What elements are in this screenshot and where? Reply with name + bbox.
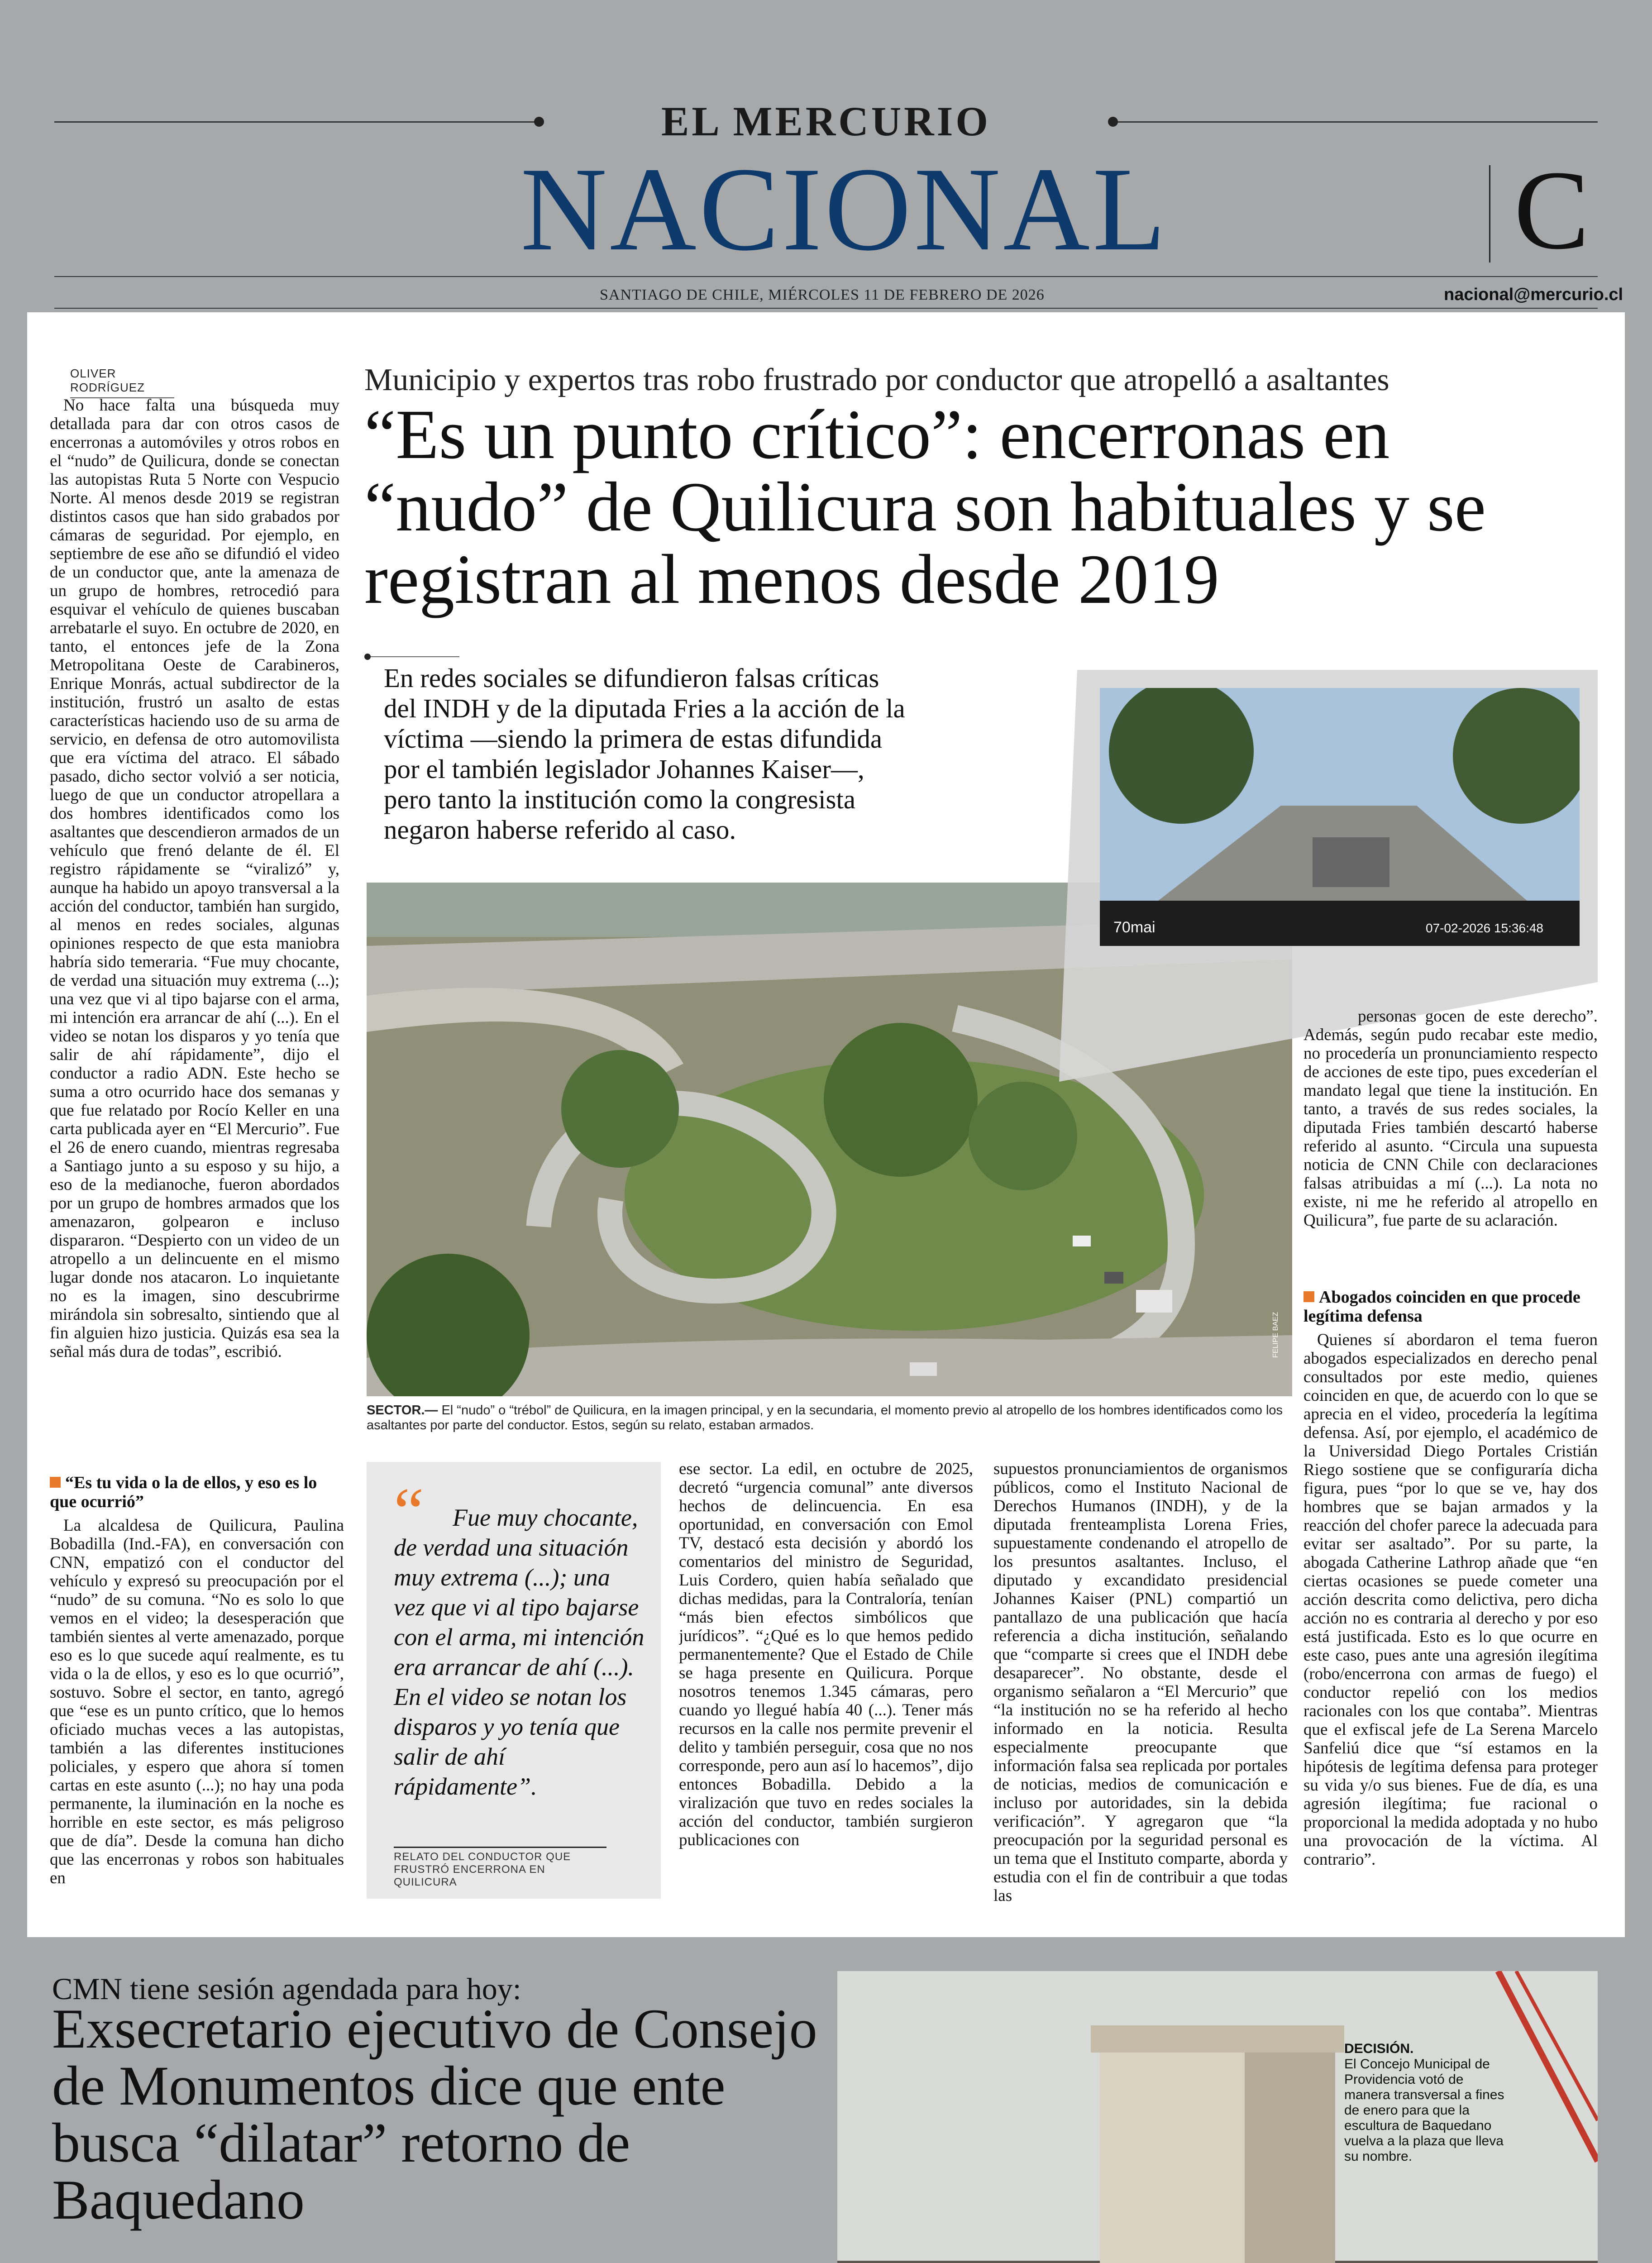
section-title: NACIONAL [520, 143, 1169, 276]
car [1104, 1272, 1123, 1284]
article-1-column-3 [993, 1460, 1288, 1914]
article-1-column-4b [1303, 1331, 1598, 1914]
article-1-column-3-text: supuestos pronunciamientos de organismos públicos, como el Instituto Nacional de Derechos Humanos (INDH), y de la diputada frenteamplista Lorena Fries, supuestamente condenando el atropello de los presuntos asaltantes. Incluso, el diputado y excandidato presidencial Johannes Kaiser (PNL) compartió un pantallazo de una publicación que hacía referencia a dicha institución, señalando que “comparte si crees que el INDH debe desaparecer”. No obstante, desde el organismo señalaron a “El Mercurio” que “la institución no se ha referido al hecho informado en la noticia. Resulta especialmente preocupante que información falsa sea replicada por portales de noticias, medios de comunicación e incluso por autoridades, sin la debida verificación”. Y agregaron que “la preocupación por la seguridad personal es un tema que el Instituto comparte, aborda y estudia con el fin de contribuir a que todas las [993, 1460, 1288, 1905]
article-1-pullquote: Fue muy chocante, de verdad una situación muy extrema (...); una vez que vi al tipo bajarse con el arma, mi intención era arrancar de ahí (...). En el video se notan los disparos y yo tenía que salir de ahí rápidamente”. [394, 1504, 645, 1800]
inset-car-ahead [1313, 837, 1389, 887]
pedestal-top [1091, 2025, 1344, 2053]
article-1-column-4b-text: Quienes sí abordaron el tema fueron abogados especializados en derecho penal consultados por este medio, quienes coinciden en que, de acuerdo con lo que se aprecia en el video, procedería la legítima defensa. Así, por ejemplo, el académico de la Universidad Diego Portales Cristián Riego sostiene que se configuraría dicha figura, pues “por lo que se ve, hay dos hombres que se bajan armados y la reacción del chofer parece la adecuada para evitar ser asaltado”. Por su parte, la abogada Catherine Lathrop añade que “en ciertas ocasiones se puede cometer una acción descrita como delictiva, pero dicha acción no es contraria al derecho y por eso está justificada. Esto es lo que ocurre en este caso, pues ante una agresión ilegítima (robo/encerrona con armas de fuego) el conductor repelió con los medios racionales con los que contaba”. Mientras que el exfiscal jefe de La Serena Marcelo Sanfeliú dice que “sí estamos en la hipótesis de legítima defensa para proteger su vida y/o sus bienes. Fue de día, es una agresión ilegítima; fue racional o proporcional la medida adoptada y no hubo una provocación de la víctima. Al contrario”. [1303, 1331, 1598, 1869]
car [1073, 1236, 1091, 1246]
article-1-subhead-1: “Es tu vida o la de ellos, y eso es lo que ocurrió” [50, 1473, 317, 1511]
headline-rule [369, 656, 459, 657]
subhead-bullet-icon [1303, 1291, 1314, 1302]
tree-cluster [561, 1050, 679, 1168]
pedestal-shadow [1245, 2053, 1335, 2263]
newspaper-name: EL MERCURIO [661, 98, 991, 144]
dateline-rule-top [54, 276, 1598, 277]
dashcam-inset-photo [1100, 688, 1580, 946]
section-email[interactable]: nacional@mercurio.cl [1444, 285, 1623, 304]
section-divider [1489, 165, 1490, 263]
article-1-column-1b-text: La alcaldesa de Quilicura, Paulina Bobadilla (Ind.-FA), en conversación con CNN, empatizó con el conductor del vehículo y expresó su preocupación por el “nudo” de su comuna. “No es solo lo que vemos en el video; la desesperación que también sientes al verte amenazado, porque eso es lo que sucede aquí realmente, es tu vida o la de ellos, y eso es lo que ocurrió”, sostuvo. Sobre el sector, en tanto, agregó que “ese es un punto crítico, que lo hemos oficiado muchas veces a las autopistas, también a las diferentes instituciones policiales, y espero que ahora sí tomen cartas en este asunto (...); no hay una poda permanente, la iluminación en la noche es horrible en este sector, es más peligroso que de día”. Desde la comuna han dicho que las encerronas y robos son habituales en [50, 1516, 344, 1887]
dateline-rule-bottom [54, 308, 1598, 309]
photo-credit: FELIPE BAEZ [1272, 1312, 1280, 1358]
article-1-column-1b [50, 1516, 344, 1919]
article-2-photo-caption [1344, 2041, 1512, 2164]
article-1-kicker: Municipio y expertos tras robo frustrado por conductor que atropelló a asaltantes [364, 363, 1389, 397]
article-1-column-2 [679, 1460, 973, 1914]
article-1-column-4 [1303, 1007, 1598, 1283]
section-letter: C [1514, 148, 1590, 273]
tree-cluster [969, 1082, 1077, 1190]
car [910, 1362, 937, 1376]
quote-mark-icon: “ [394, 1474, 424, 1549]
caption-text: El Concejo Municipal de Providencia votó de manera transversal a fines de enero para que la escultura de Baquedano vuelva a la plaza que lleva su nombre. [1344, 2057, 1504, 2164]
inset-logo: 70mai [1113, 919, 1155, 936]
article-1-photo-caption [367, 1403, 1294, 1433]
article-1-byline: OLIVER RODRÍGUEZ [70, 367, 174, 398]
article-1-pullquote-attribution: RELATO DEL CONDUCTOR QUE FRUSTRÓ ENCERRONA EN QUILICURA [394, 1847, 606, 1889]
caption-text: El “nudo” o “trébol” de Quilicura, en la imagen principal, y en la secundaria, el momento previo al atropello de los hombres identificados como los asaltantes por parte del conductor. Estos, según su relato, estaban armados. [367, 1403, 1283, 1432]
caption-label: DECISIÓN. [1344, 2041, 1414, 2056]
article-2-kicker: CMN tiene sesión agendada para hoy: [52, 1972, 521, 2006]
caption-label: SECTOR.— [367, 1403, 438, 1418]
article-1-deck: En redes sociales se difundieron falsas críticas del INDH y de la diputada Fries a la acción de la víctima —siendo la primera de estas difundida por el también legislador Johannes Kaiser—, pero tanto la institución como la congresista negaron haberse referido al caso. [384, 663, 905, 845]
dateline: SANTIAGO DE CHILE, MIÉRCOLES 11 DE FEBRERO DE 2026 [600, 286, 1045, 303]
article-1-headline: “Es un punto crítico”: encerronas en “nudo” de Quilicura son habituales y se registran al menos desde 2019 [364, 395, 1486, 618]
inset-timestamp: 07-02-2026 15:36:48 [1426, 921, 1543, 935]
subhead-bullet-icon [50, 1477, 61, 1488]
article-1-column-4-text: personas gocen de este derecho”. Además, según pudo recabar este medio, no procedería un pronunciamiento respecto de acciones de este tipo, pues excederían el mandato legal que tiene la institución. En tanto, a través de sus redes sociales, la diputada Fries también descartó haberse referido al asunto. “Circula una supuesta noticia de CNN Chile con declaraciones falsas atribuidas a mí (...). La nota no existe, ni me he referido al atropello en Quilicura”, fue parte de su aclaración. [1303, 1007, 1598, 1230]
article-1-column-2-text: ese sector. La edil, en octubre de 2025, decretó “urgencia comunal” ante diversos hechos de delincuencia. En esa oportunidad, en conversación con Emol TV, destacó esta decisión y abordó los comentarios del ministro de Seguridad, Luis Cordero, quien había señalado que dichas medidas, para la Contraloría, tenían “más bien efectos simbólicos que jurídicos”. “¿Qué es lo que hemos pedido permanentemente? Que el Estado de Chile se haga presente en Quilicura. Porque nosotros tenemos 1.345 cámaras, pero cuando yo llegué había 40 (...). Tener más recursos en la calle nos permite prevenir el delito y también perseguir, cosa que no nos corresponde, pero aun así lo hacemos”, dijo entonces Bobadilla. Debido a la viralización que tuvo en redes sociales la acción del conductor, también surgieron publicaciones con [679, 1460, 973, 1849]
headline-rule-dot [364, 654, 371, 660]
article-1-column-1-text: No hace falta una búsqueda muy detallada para dar con otros casos de encerronas a automóviles y otros robos en el “nudo” de Quilicura, donde se conectan las autopistas Ruta 5 Norte con Vespucio Norte. Al menos desde 2019 se registran distintos casos que han sido grabados por cámaras de seguridad. Por ejemplo, en septiembre de ese año se difundió el video de un conductor que, ante la amenaza de un grupo de hombres, retrocedió para esquivar el vehículo de quienes buscaban arrebatarle el suyo. En octubre de 2020, en tanto, el entonces jefe de la Zona Metropolitana Oeste de Carabineros, Enrique Monrás, actual subdirector de la institución, frustró un asalto de estas características haciendo uso de su arma de servicio, en defensa de otro automovilista que era víctima del atraco. El sábado pasado, dicho sector volvió a ser noticia, luego de que un conductor atropellara a dos hombres identificados como los asaltantes que descendieron armados de un vehículo que frenó delante de él. El registro rápidamente se “viralizó” y, aunque ha habido un apoyo transversal a la acción del conductor, también han surgido, al menos en redes sociales, algunas opiniones respecto de que esta maniobra habría sido temeraria. “Fue muy chocante, de verdad una situación muy extrema (...); una vez que vi al tipo bajarse con el arma, mi intención era arrancar de ahí (...). En el video se notan los disparos y yo tenía que salir de ahí rápidamente”, dijo el conductor a radio ADN. Este hecho se suma a otro ocurrido hace dos semanas y que fue relatado por Rocío Keller en una carta publicada ayer en “El Mercurio”. Fue el 26 de enero cuando, mientras regresaba a Santiago junto a su esposo y su hijo, a eso de la medianoche, fueron abordados por un grupo de hombres armados que los amenazaron, golpearon e incluso dispararon. “Despierto con un video de un atropello a un delincuente en el mismo lugar donde nos atacaron. Lo inquietante no es la imagen, sino descubrirme mirándola sin sobresalto, sintiendo que al fin alguien hizo justicia. Quizás esa sea la señal más dura de todas”, escribió. [50, 396, 339, 1361]
article-1-column-1 [50, 396, 339, 1462]
article-1-subhead-2: Abogados coinciden en que procede legítima defensa [1303, 1288, 1580, 1326]
tree-cluster [824, 1023, 978, 1177]
car [1136, 1290, 1172, 1313]
article-2-headline: Exsecretario ejecutivo de Consejo de Monumentos dice que ente busca “dilatar” retorno de Baquedano [52, 1998, 817, 2231]
